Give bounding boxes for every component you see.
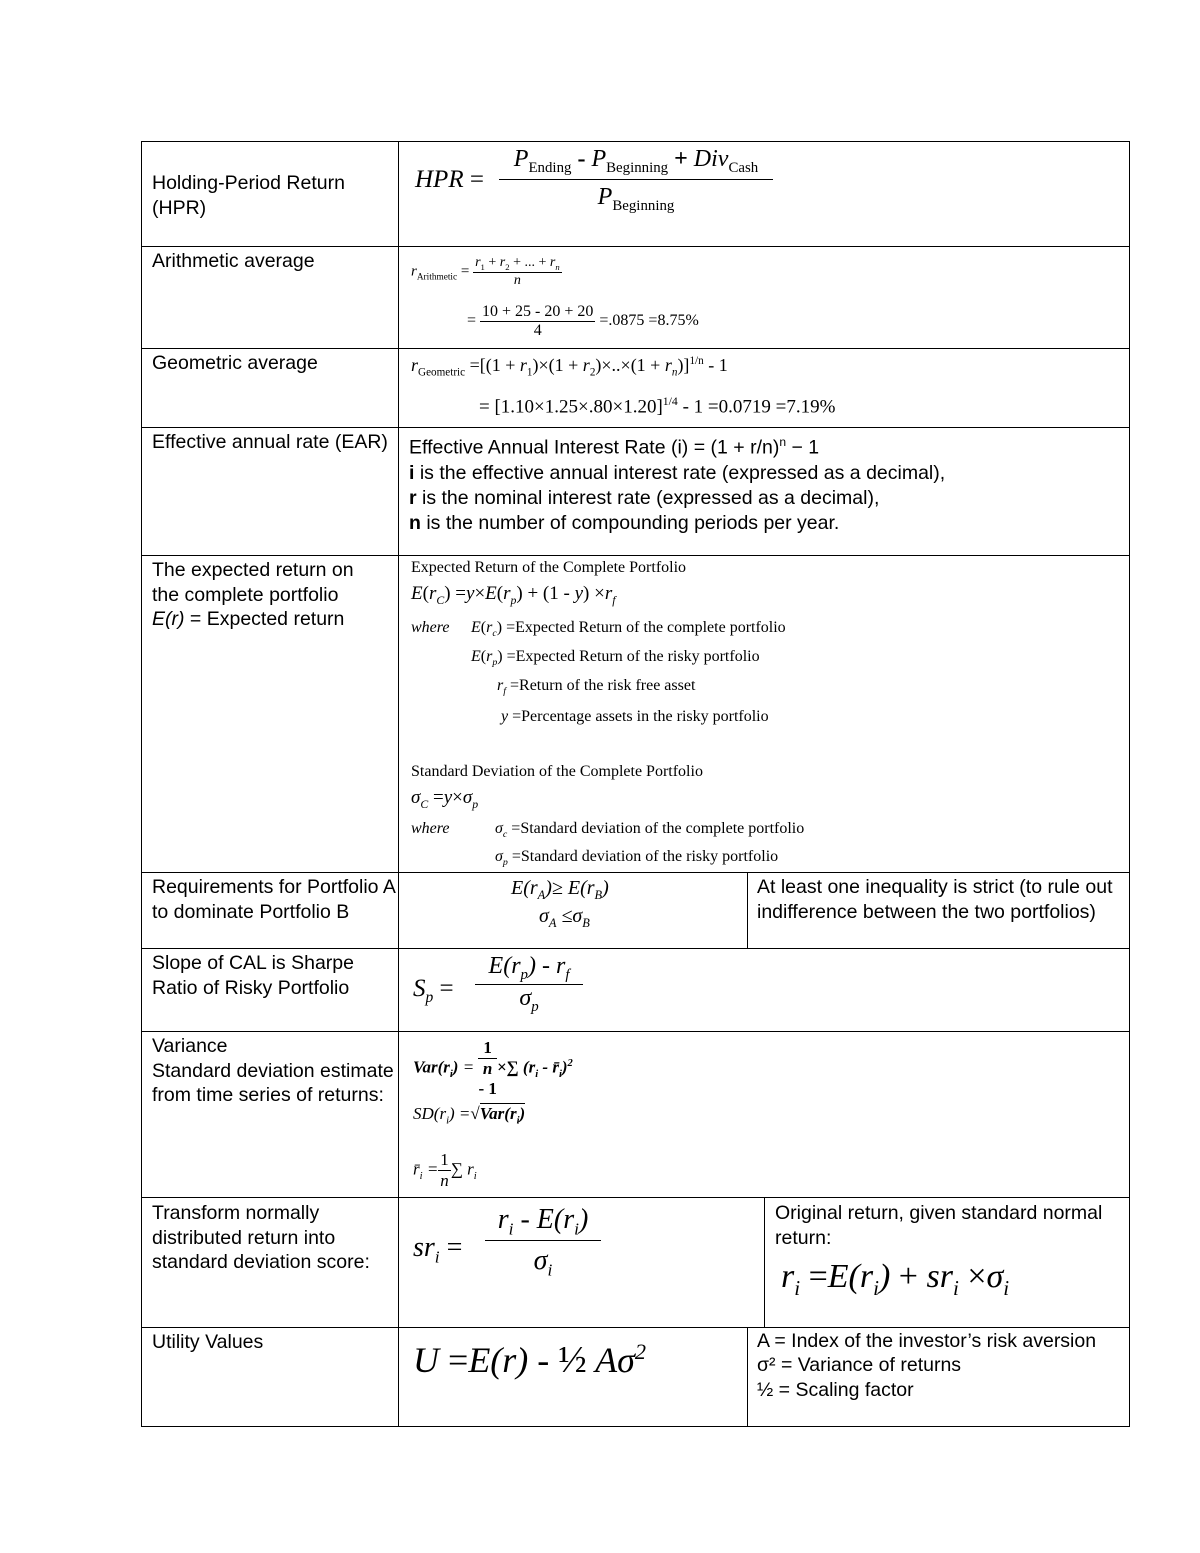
sd-title: Standard Deviation of the Complete Portfolio	[411, 763, 703, 780]
label-hpr: Holding-Period Return (HPR)	[142, 142, 399, 246]
formula-geometric: $r_{Geometric} =[(1 + r_1)\times(1 + r_2)\times..\times(1 + r_n)]^{1/n} - 1$ = $[1.10\times 1.25\times.80\times 1.20]^{1/4} - 1 =0.0719 =7.19\%$	[411, 355, 836, 418]
row-arithmetic	[141, 246, 1130, 348]
complete-title: Expected Return of the Complete Portfolio	[411, 559, 687, 576]
label-transform: Transform normally distributed return into standard deviation score:	[142, 1198, 399, 1327]
label-geometric: Geometric average	[142, 349, 399, 427]
transform-note: Original return, given standard normal return:	[775, 1202, 1103, 1249]
formula-hpr: HPR = $P_{Ending} - P_{Beginning} + Div_{Cash}$ $P_{Beginning}$	[399, 142, 1129, 246]
row-complete-portfolio	[141, 555, 1130, 872]
formula-dominance: $E(r_A)\ge E(r_B)$ $\sigma_A \le\sigma_B$ At least one inequality is strict (to rule out indifference between the two portfolios)	[399, 873, 1129, 948]
ear-formula: Effective Annual Interest Rate $(i) = (1 + r/n)^n - 1$	[409, 435, 820, 459]
row-ear	[141, 427, 1130, 555]
label-dominance: Requirements for Portfolio A to dominate Portfolio B	[142, 873, 399, 948]
ear-def-i: i is the effective annual interest rate (expressed as a decimal),	[409, 461, 946, 484]
label-variance: Variance Standard deviation estimate from time series of returns:	[142, 1032, 399, 1197]
label-arithmetic: Arithmetic average	[142, 247, 399, 348]
row-utility	[141, 1327, 1130, 1427]
row-dominance	[141, 872, 1130, 948]
row-sharpe	[141, 948, 1130, 1031]
text-ear	[399, 428, 1129, 555]
dominance-note: At least one inequality is strict (to rule out indifference between the two portfolios)	[757, 876, 1113, 923]
formula-complete-portfolio: Expected Return of the Complete Portfolio $E(r_C) =y\times E(r_p) + (1 - y) \times r_f$ where $E(r_c)$ =Expected Return of the complete portfolio $E(r_p)$ =Expected Return of the risky portfolio $r_f$ =Return of the risk free asset y =Percentage assets in the risky portfolio Standard Deviation of the Complete Portfolio $\sigma_C =y\times\sigma_p$ where $\sigma_c$ =Standard deviation of the complete portfolio $\sigma_p$ =Standard deviation of the risky portfolio	[411, 559, 805, 869]
hpr-lhs: HPR	[415, 166, 464, 193]
label-utility: Utility Values	[142, 1328, 399, 1426]
formula-variance: $Var(r_i)$ = 1 n - 1×∑ ($r_i$ - $r̄_i)^2$ $SD(r_i) =√Var(r_i)$ $r̄_i$ = $\frac{1}{n}$ ∑ $r_i$	[413, 1038, 573, 1190]
utility-notes: A = Index of the investor’s risk aversion σ² = Variance of returns ½ = Scaling factor	[757, 1330, 1097, 1401]
row-transform	[141, 1197, 1130, 1327]
label-ear: Effective annual rate (EAR)	[142, 428, 399, 555]
row-variance	[141, 1031, 1130, 1197]
formula-transform: $sr_i$ = $r_i - E(r_i)$ $\sigma_i$ Original return, given standard normal return: $r_i =E(r_i) + sr_i \times\sigma_i$	[399, 1198, 1129, 1327]
ear-def-n: n is the number of compounding periods per year.	[409, 511, 840, 534]
hpr-fraction: $P_{Ending} - P_{Beginning} + Div_{Cash}$ $P_{Beginning}$	[499, 146, 773, 215]
ear-def-r: r is the nominal interest rate (expressed as a decimal),	[409, 486, 880, 509]
formula-sharpe: $S_p$ = $E(r_p) - r_f$ $\sigma_p$	[399, 949, 1129, 1031]
row-hpr	[141, 141, 1130, 246]
formula-utility: U =E(r) - ½ $A\sigma^2$ A = Index of the investor’s risk aversion σ² = Variance of returns ½ = Scaling factor	[399, 1328, 1129, 1426]
formula-arithmetic: $r_{Arithmetic}$ = $\frac{r_1 + r_2 + ... + r_n}{n}$ = $\frac{10 + 25 - 20 + 20}{4}$ =.0875 =8.75%	[411, 255, 699, 339]
label-sharpe: Slope of CAL is Sharpe Ratio of Risky Portfolio	[142, 949, 399, 1031]
row-geometric	[141, 348, 1130, 427]
label-complete-portfolio: The expected return on the complete portfolio E(r) = Expected return	[142, 556, 399, 872]
